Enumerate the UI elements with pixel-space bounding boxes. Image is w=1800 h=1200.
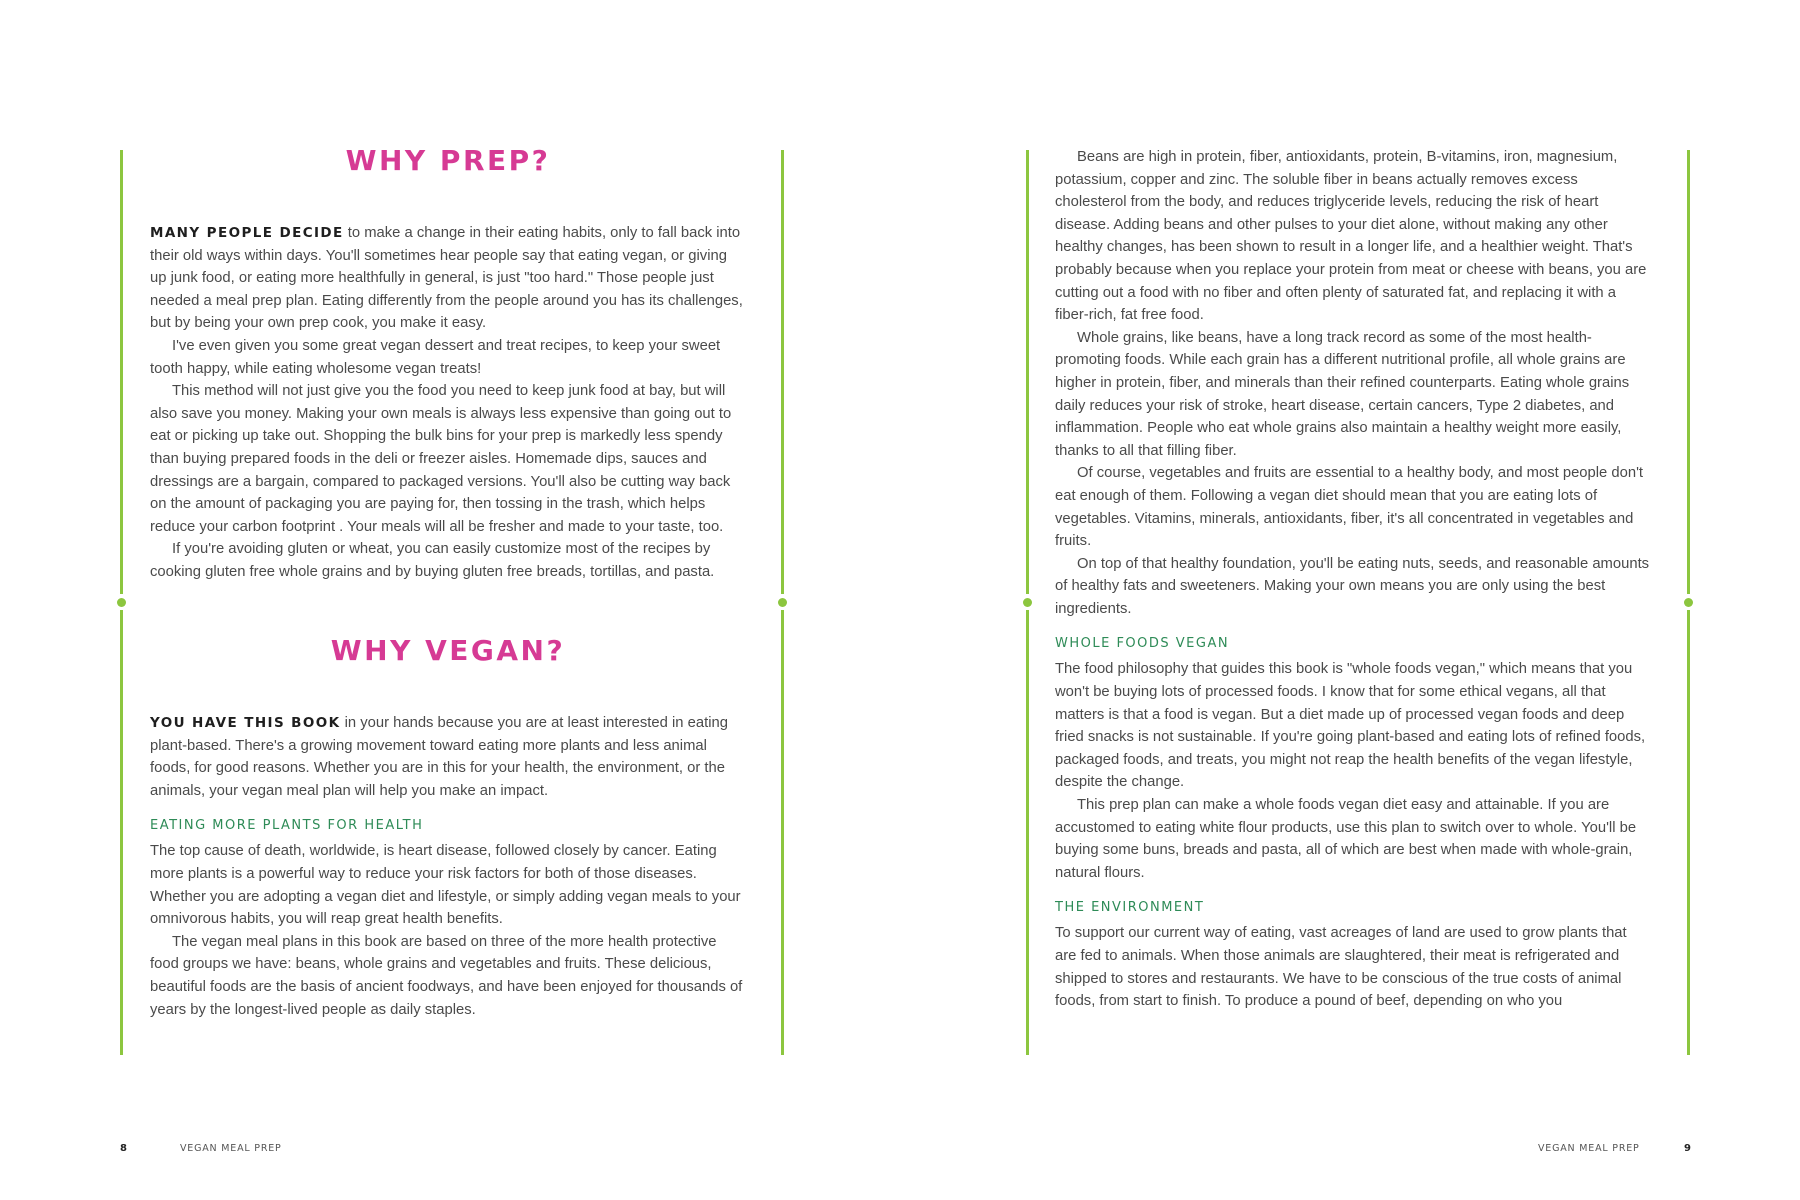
page-number: 8 [120,1143,128,1154]
paragraph: To support our current way of eating, vast acreages of land are used to grow plants that are fed to animals. When those animals are slaughtered, their meat is refrigerated and shipped to stores and restaurants. We have to be conscious of the true costs of animal foods, from start to finish. To produce a pound of beef, depending on who you [1055,925,1627,1010]
running-footer: VEGAN MEAL PREP [180,1143,282,1154]
right-rule-dot [778,598,787,607]
paragraph: On top of that healthy foundation, you'll be eating nuts, seeds, and reasonable amounts of healthy fats and sweeteners. Making your own means you are only using the best ingredients. [1055,555,1650,617]
paragraph: The food philosophy that guides this book is "whole foods vegan," which means that you won't be buying lots of processed foods. I know that for some ethical vegans, all that matters is that a food is vegan. But a diet made up of processed vegan foods and deep fried snacks is not sustainable. If you're going plant-based and eating lots of refined foods, packaged foods, and treats, you might not reap the health benefits of the vegan lifestyle, despite the change. [1055,661,1646,791]
paragraph: This method will not just give you the food you need to keep junk food at bay, but will also save you money. Making your own meals is always less expensive than going out to eat or picking up take out. Shopping the bulk bins for your prep is markedly less spendy than buying prepared foods in the deli or freezer aisles. Homemade dips, sauces and dressings are a bargain, compared to packaged versions. You'll also be cutting way back on the amount of packaging you are paying for, then tossing in the trash, which helps reduce your carbon footprint . Your meals will all be fresher and made to your taste, too. [150,383,732,535]
subheading: WHOLE FOODS VEGAN [1055,636,1230,652]
paragraph: This prep plan can make a whole foods vegan diet easy and attainable. If you are accustomed to eating white flour products, use this plan to switch over to whole. You'll be buying some buns, breads and pasta, all of which are best when made with whole-grain, natural flours. [1055,797,1637,881]
paragraph: MANY PEOPLE DECIDE to make a change in their eating habits, only to fall back into their old ways within days. You'll sometimes hear people say that eating vegan, or giving up junk food, or eating more healthfully in general, is just "too hard." Those people just needed a meal prep plan. Eating differently from the people around you has its challenges, but by being your own prep cook, you make it easy. [150,225,743,332]
paragraph: If you're avoiding gluten or wheat, you can easily customize most of the recipes by cooking gluten free whole grains and by buying gluten free breads, tortillas, and pasta. [150,541,715,580]
running-footer: VEGAN MEAL PREP [1538,1143,1640,1154]
lead-in: YOU HAVE THIS BOOK [150,715,341,731]
left-rule-dot [117,598,126,607]
page-number: 9 [1684,1143,1692,1154]
why-prep-section [150,144,746,584]
right-page [900,0,1800,1200]
subheading: THE ENVIRONMENT [1055,900,1205,916]
why-vegan-section [150,634,746,1021]
paragraph: Beans are high in protein, fiber, antioxidants, protein, B-vitamins, iron, magnesium, potassium, copper and zinc. The soluble fiber in beans actually removes excess cholesterol from the body, and reduces triglyceride levels, reducing the risk of heart disease. Adding beans and other pulses to your diet alone, without making any other healthy changes, has been shown to result in a longer life, and a healthier weight. That's probably because when you replace your protein from meat or cheese with beans, you are cutting out a food with no fiber and often plenty of saturated fat, and replacing it with a fiber-rich, fat free food. [1055,149,1647,324]
paragraph: Of course, vegetables and fruits are essential to a healthy body, and most people don't eat enough of them. Following a vegan diet should mean that you are eating lots of vegetables. Vitamins, minerals, antioxidants, fiber, it's all concentrated in vegetables and fruits. [1055,465,1644,550]
paragraph: Whole grains, like beans, have a long track record as some of the most health-promoting foods. While each grain has a different nutritional profile, all whole grains are higher in protein, fiber, and minerals than their refined counterparts. Eating whole grains daily reduces your risk of stroke, heart disease, certain cancers, Type 2 diabetes, and inflammation. People who eat whole grains also maintain a healthy weight more easily, thanks to all that filling fiber. [1055,329,1630,459]
right-rule-dot [1684,598,1693,607]
paragraph: I've even given you some great vegan dessert and treat recipes, to keep your sweet tooth happy, while eating wholesome vegan treats! [150,337,721,377]
why-vegan-heading: WHY VEGAN? [330,634,566,667]
left-rule-dot [1023,598,1032,607]
why-prep-heading: WHY PREP? [345,144,551,177]
paragraph: The vegan meal plans in this book are based on three of the more health protective food groups we have: beans, whole grains and vegetables and fruits. These delicious, beautiful foods are the basis of ancient foodways, and have been enjoyed for thousands of years by the longest-lived people as daily staples. [150,933,743,1018]
subheading: EATING MORE PLANTS FOR HEALTH [150,818,424,834]
paragraph: YOU HAVE THIS BOOK in your hands because you are at least interested in eating plant-based. There's a growing movement toward eating more plants and less animal foods, for good reasons. Whether you are in this for your health, the environment, or the animals, your vegan meal plan will help you make an impact. [150,715,728,799]
right-body [1055,146,1651,1013]
paragraph: The top cause of death, worldwide, is heart disease, followed closely by cancer. Eating more plants is a powerful way to reduce your risk factors for both of those diseases. Whether you are adopting a vegan diet and lifestyle, or simply adding vegan meals to your omnivorous habits, you will reap great health benefits. [150,843,741,928]
lead-in: MANY PEOPLE DECIDE [150,225,344,241]
